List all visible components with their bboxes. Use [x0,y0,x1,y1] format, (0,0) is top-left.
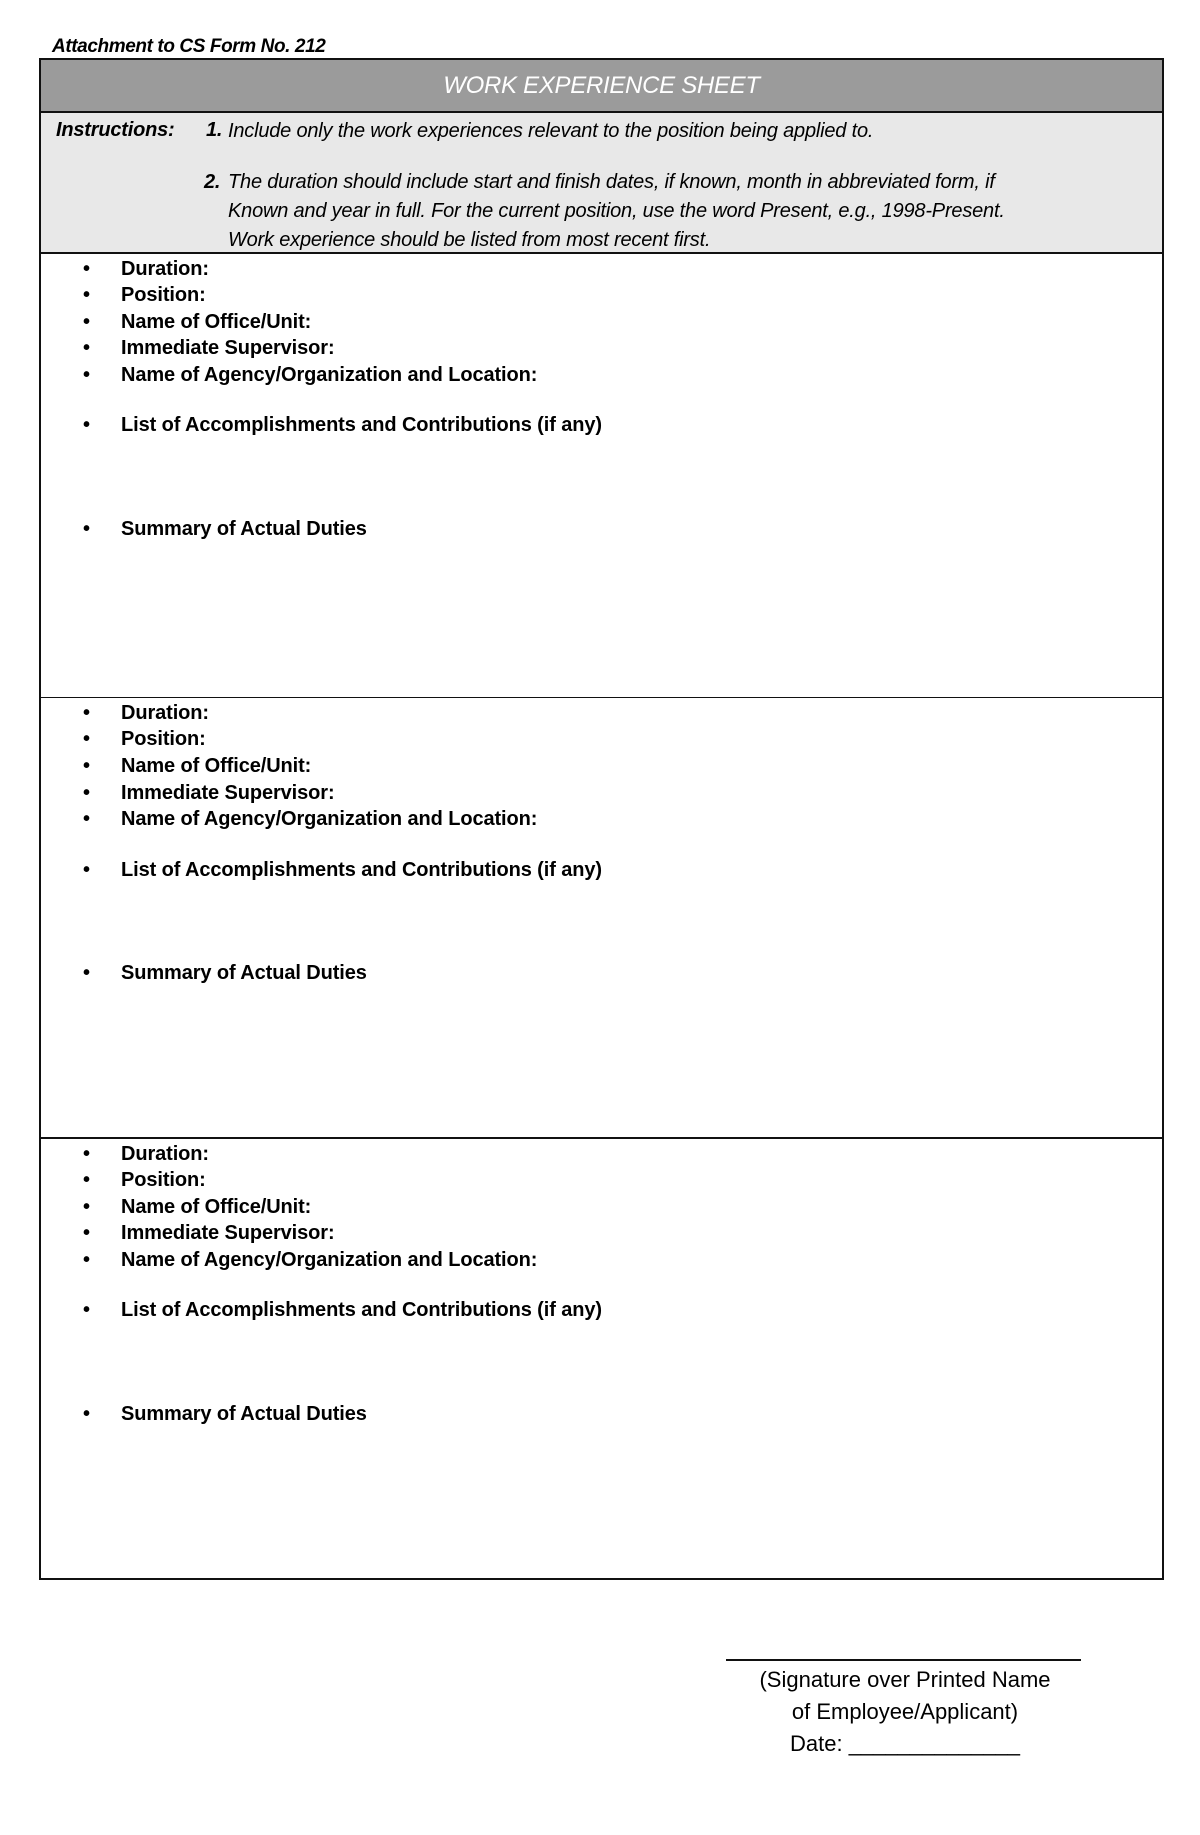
work-experience-entry [41,254,1162,698]
office-field[interactable] [83,311,311,334]
duration-field[interactable] [83,702,209,725]
agency-field[interactable] [83,364,537,387]
field-label: Name of Office/Unit: [121,1196,312,1218]
field-label: Name of Office/Unit: [121,755,312,777]
signature-line[interactable] [726,1659,1081,1661]
bullet-icon: • [83,258,90,280]
duties-field[interactable] [83,1403,367,1426]
accomplishments-field[interactable] [83,859,602,882]
bullet-icon: • [83,414,90,436]
bullet-icon: • [83,1196,90,1218]
attachment-label: Attachment to CS Form No. 212 [52,36,326,57]
field-label: List of Accomplishments and Contributions (if any) [121,859,602,881]
supervisor-field[interactable] [83,337,335,360]
bullet-icon: • [83,518,90,540]
field-label: List of Accomplishments and Contributions (if any) [121,1299,602,1321]
bullet-icon: • [83,1403,90,1425]
field-label: Immediate Supervisor: [121,782,335,804]
instruction-1-number: 1. [206,119,223,141]
accomplishments-field[interactable] [83,414,602,437]
position-field[interactable] [83,728,206,751]
bullet-icon: • [83,1299,90,1321]
bullet-icon: • [83,337,90,359]
field-label: Name of Agency/Organization and Location: [121,808,538,830]
field-label: Name of Agency/Organization and Location: [121,364,538,386]
accomplishments-field[interactable] [83,1299,602,1322]
duration-field[interactable] [83,258,209,281]
agency-field[interactable] [83,1249,537,1272]
bullet-icon: • [83,1249,90,1271]
field-label: Duration: [121,258,209,280]
bullet-icon: • [83,782,90,804]
bullet-icon: • [83,702,90,724]
field-label: Immediate Supervisor: [121,1222,335,1244]
field-label: Summary of Actual Duties [121,962,367,984]
agency-field[interactable] [83,808,537,831]
field-label: Name of Office/Unit: [121,311,312,333]
instructions-label: Instructions: [56,119,175,141]
instruction-2-line-1: The duration should include start and finish dates, if known, month in abbreviated form, if [228,171,995,193]
field-label: Name of Agency/Organization and Location: [121,1249,538,1271]
field-label: Duration: [121,702,209,724]
position-field[interactable] [83,1169,206,1192]
bullet-icon: • [83,1169,90,1191]
supervisor-field[interactable] [83,782,335,805]
bullet-icon: • [83,962,90,984]
bullet-icon: • [83,755,90,777]
position-field[interactable] [83,284,206,307]
office-field[interactable] [83,755,311,778]
field-label: Position: [121,284,206,306]
signature-block [700,1664,1110,1760]
instruction-2-line-2: Known and year in full. For the current position, use the word Present, e.g., 1998-Present. [228,200,1005,222]
bullet-icon: • [83,808,90,830]
work-experience-entry [41,698,1162,1139]
field-label: Position: [121,728,206,750]
date-field[interactable]: Date: ______________ [790,1731,1020,1756]
instructions-panel [41,113,1162,254]
bullet-icon: • [83,284,90,306]
signature-caption-line-2: of Employee/Applicant) [791,1699,1019,1724]
field-label: List of Accomplishments and Contributions (if any) [121,414,602,436]
field-label: Position: [121,1169,206,1191]
field-label: Duration: [121,1143,209,1165]
instruction-2-line-3: Work experience should be listed from most recent first. [228,229,711,251]
bullet-icon: • [83,728,90,750]
bullet-icon: • [83,364,90,386]
form-title: WORK EXPERIENCE SHEET [41,60,1162,113]
work-experience-form [39,58,1164,1580]
duties-field[interactable] [83,518,367,541]
field-label: Immediate Supervisor: [121,337,335,359]
bullet-icon: • [83,859,90,881]
duration-field[interactable] [83,1143,209,1166]
supervisor-field[interactable] [83,1222,335,1245]
bullet-icon: • [83,1143,90,1165]
duties-field[interactable] [83,962,367,985]
office-field[interactable] [83,1196,311,1219]
signature-caption-line-1: (Signature over Printed Name [759,1667,1051,1692]
field-label: Summary of Actual Duties [121,1403,367,1425]
field-label: Summary of Actual Duties [121,518,367,540]
instruction-1-text: Include only the work experiences relevant to the position being applied to. [228,120,874,142]
work-experience-entry [41,1139,1162,1580]
bullet-icon: • [83,1222,90,1244]
bullet-icon: • [83,311,90,333]
instruction-2-number: 2. [204,171,221,193]
